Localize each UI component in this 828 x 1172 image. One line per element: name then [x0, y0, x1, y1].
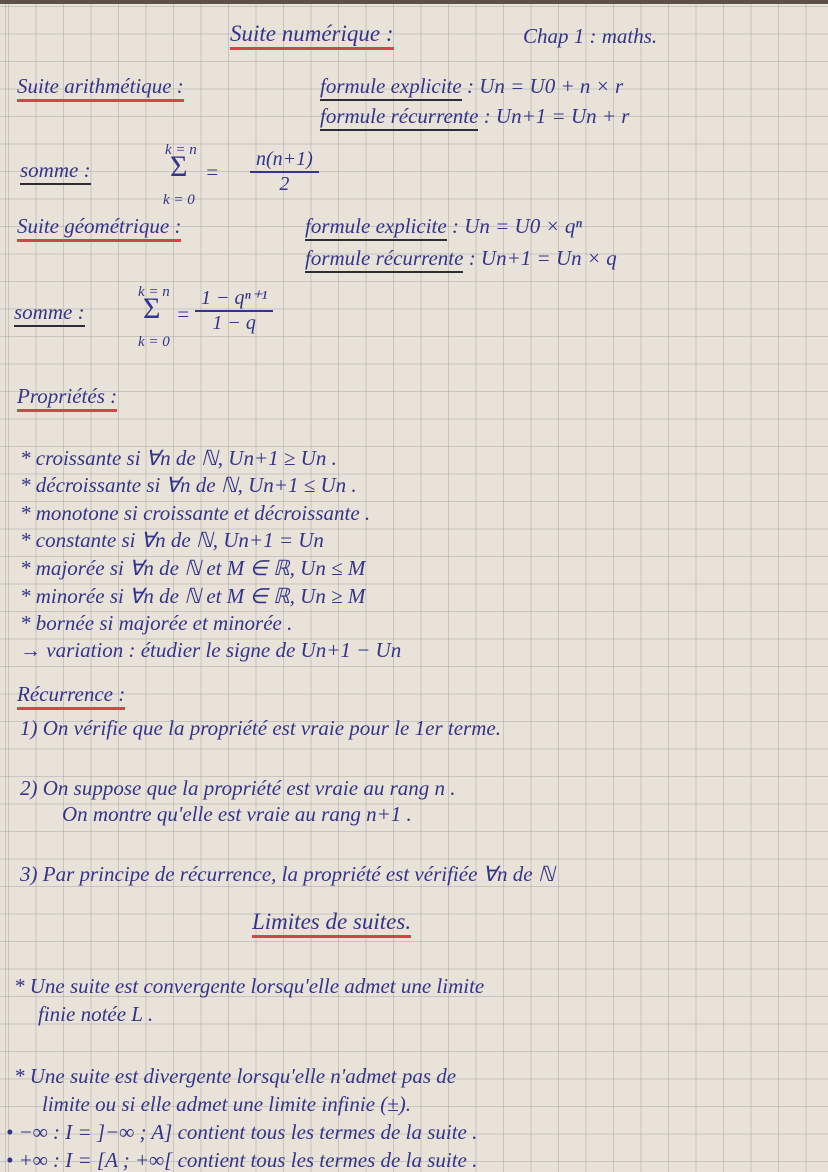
explicit-label: formule explicite: [305, 214, 447, 241]
arithmetic-recurrent: [320, 104, 629, 128]
recurrence-title: Récurrence :: [17, 682, 125, 710]
recurrent-formula: : Un+1 = Un + r: [483, 104, 630, 128]
recurrent-formula: : Un+1 = Un × q: [468, 246, 617, 270]
geometric-explicit: [305, 214, 582, 238]
property-item: * constante si ∀n de ℕ, Un+1 = Un: [20, 528, 324, 552]
chapter-label: Chap 1 : maths.: [523, 24, 658, 48]
variation-note: → variation : étudier le signe de Un+1 − Un: [20, 638, 402, 662]
geometric-sum-label: somme :: [14, 300, 85, 327]
denominator: 2: [279, 173, 290, 195]
explicit-label: formule explicite: [320, 74, 462, 101]
limits-line: finie notée L .: [38, 1002, 154, 1026]
property-item: * minorée si ∀n de ℕ et M ∈ ℝ, Un ≥ M: [20, 584, 366, 608]
properties-title: Propriétés :: [17, 384, 117, 412]
arithmetic-explicit: [320, 74, 623, 98]
property-item: * monotone si croissante et décroissante .: [20, 501, 371, 525]
arithmetic-sum-label: somme :: [20, 158, 91, 185]
limits-line: limite ou si elle admet une limite infinie (±).: [42, 1092, 412, 1116]
equals: =: [176, 302, 191, 326]
sum-lower: k = 0: [138, 334, 170, 350]
geometric-sum-fraction: [195, 285, 273, 335]
geometric-recurrent: [305, 246, 617, 270]
recurrence-step: 2) On suppose que la propriété est vraie au rang n .: [20, 776, 456, 800]
explicit-formula: : Un = U0 + n × r: [466, 74, 624, 98]
property-item: * majorée si ∀n de ℕ et M ∈ ℝ, Un ≤ M: [20, 556, 366, 580]
property-item: * bornée si majorée et minorée .: [20, 611, 293, 635]
sigma-icon: Σ: [143, 292, 161, 325]
denominator: 1 − q: [212, 312, 256, 334]
equals: =: [205, 160, 220, 184]
arithmetic-sum-fraction: [250, 148, 319, 196]
numerator: 1 − qⁿ⁺¹: [195, 285, 273, 312]
limits-line: * Une suite est convergente lorsqu'elle admet une limite: [14, 974, 485, 998]
property-item: * décroissante si ∀n de ℕ, Un+1 ≤ Un .: [20, 473, 357, 497]
recurrence-step: 3) Par principe de récurrence, la propriété est vérifiée ∀n de ℕ: [20, 862, 555, 886]
numerator: n(n+1): [250, 148, 319, 173]
recurrent-label: formule récurrente: [305, 246, 463, 273]
photo-top-edge: [0, 0, 828, 4]
geometric-title: Suite géométrique :: [17, 214, 181, 242]
limits-title: Limites de suites.: [252, 910, 411, 938]
sigma-icon: Σ: [170, 150, 188, 183]
sum-upper: k = n: [138, 284, 170, 300]
recurrence-step: 1) On vérifie que la propriété est vraie pour le 1er terme.: [20, 716, 501, 740]
page-title: Suite numérique :: [230, 22, 394, 50]
limits-line: • −∞ : I = ]−∞ ; A] contient tous les termes de la suite .: [6, 1120, 478, 1144]
limits-line: • +∞ : I = [A ; +∞[ contient tous les termes de la suite .: [6, 1148, 478, 1172]
limits-line: * Une suite est divergente lorsqu'elle n'admet pas de: [14, 1064, 457, 1088]
recurrent-label: formule récurrente: [320, 104, 478, 131]
arithmetic-title: Suite arithmétique :: [17, 74, 184, 102]
property-item: * croissante si ∀n de ℕ, Un+1 ≥ Un .: [20, 446, 337, 470]
recurrence-step: On montre qu'elle est vraie au rang n+1 .: [62, 802, 412, 826]
explicit-formula: : Un = U0 × qⁿ: [451, 214, 582, 238]
sum-lower: k = 0: [163, 192, 195, 208]
sum-upper: k = n: [165, 142, 197, 158]
